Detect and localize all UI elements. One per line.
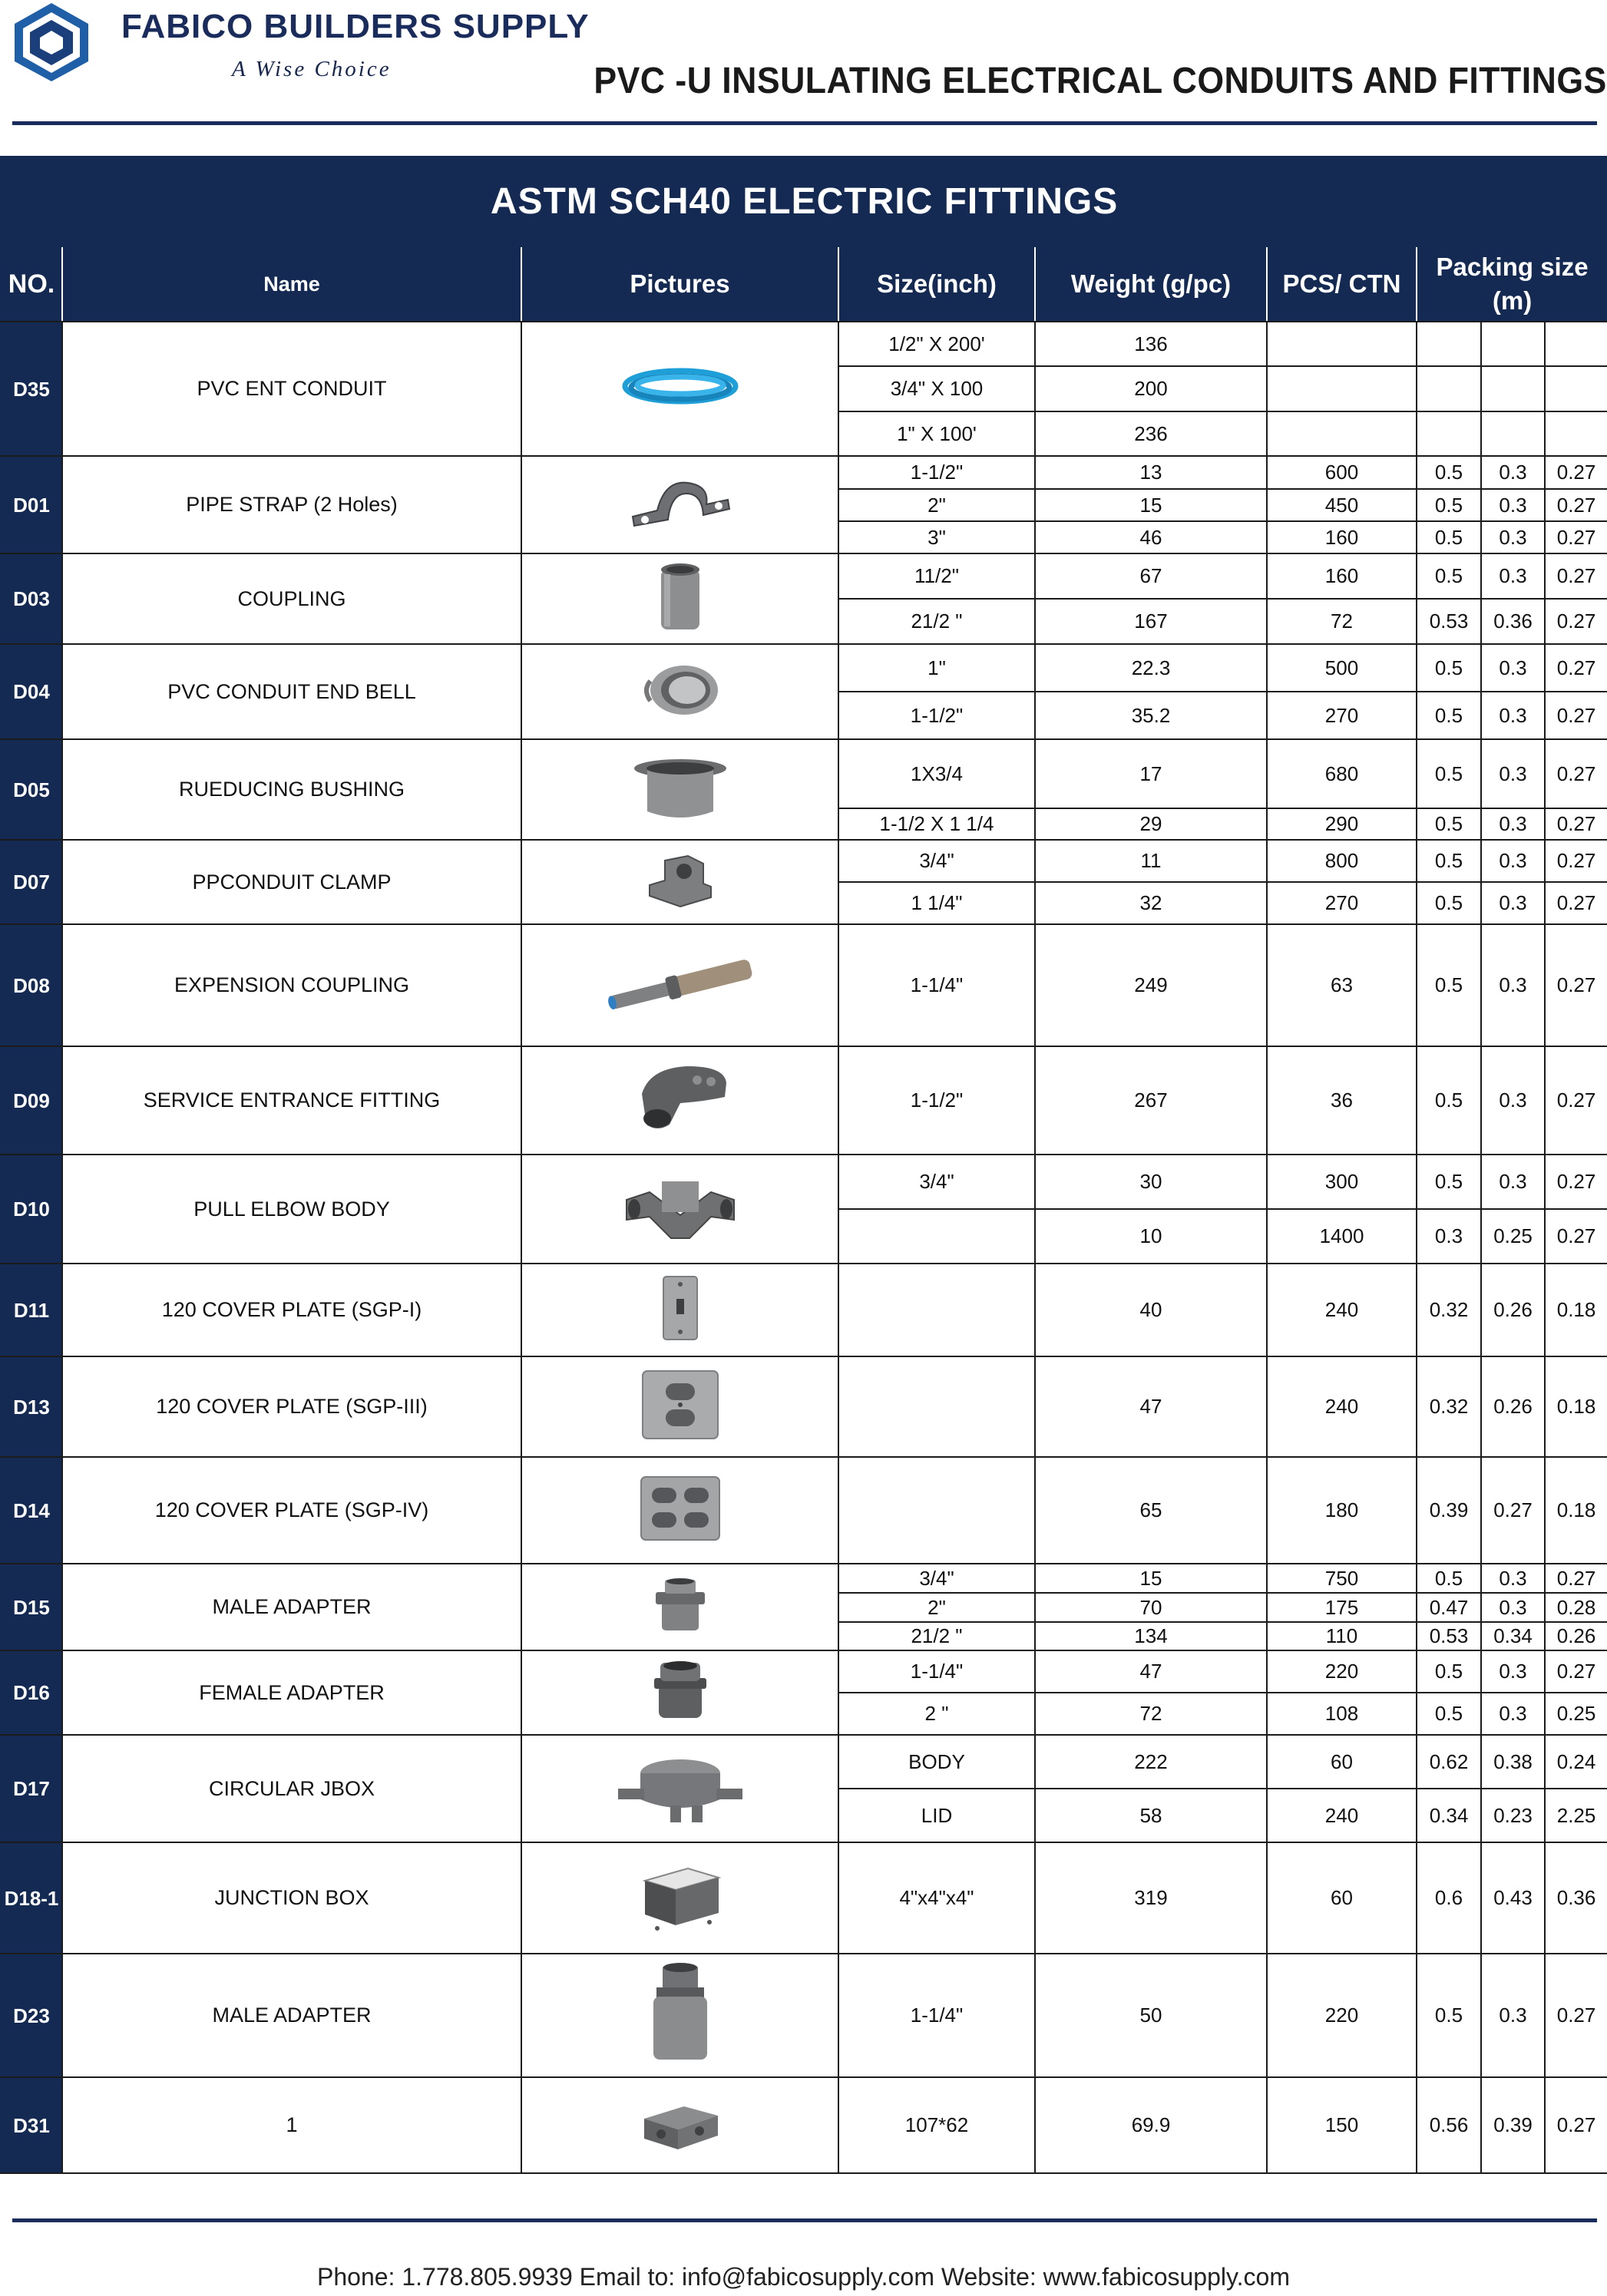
cell-pack-h: 0.18 bbox=[1545, 1356, 1607, 1457]
expansion-coupling-icon bbox=[603, 953, 757, 1014]
cell-weight: 70 bbox=[1035, 1593, 1267, 1622]
cell-pack-l: 0.5 bbox=[1417, 456, 1481, 489]
cell-pack-w: 0.34 bbox=[1481, 1622, 1545, 1650]
cell-pack-h: 0.18 bbox=[1545, 1264, 1607, 1356]
cell-size: 1 1/4" bbox=[838, 882, 1035, 924]
cell-pack-w: 0.3 bbox=[1481, 644, 1545, 692]
cell-size: 1-1/2 X 1 1/4 bbox=[838, 808, 1035, 840]
product-number: D05 bbox=[1, 739, 62, 840]
table-row bbox=[1, 739, 1607, 808]
cell-pack-h: 0.27 bbox=[1545, 808, 1607, 840]
product-number: D31 bbox=[1, 2077, 62, 2173]
cell-pcs: 450 bbox=[1267, 489, 1417, 521]
table-row bbox=[1, 456, 1607, 489]
product-number: D07 bbox=[1, 840, 62, 924]
cell-pack-w: 0.3 bbox=[1481, 924, 1545, 1046]
cell-size: 1-1/2" bbox=[838, 692, 1035, 739]
product-picture bbox=[521, 2077, 838, 2173]
footer-divider bbox=[12, 2218, 1597, 2222]
cell-pack-h: 0.27 bbox=[1545, 840, 1607, 882]
product-picture bbox=[521, 1457, 838, 1564]
cell-pack-l bbox=[1417, 366, 1481, 411]
cell-pcs: 220 bbox=[1267, 1650, 1417, 1693]
cell-size: 107*62 bbox=[838, 2077, 1035, 2173]
product-number: D14 bbox=[1, 1457, 62, 1564]
cell-pcs bbox=[1267, 322, 1417, 366]
table-row bbox=[1, 1954, 1607, 2077]
product-name: CIRCULAR JBOX bbox=[62, 1735, 521, 1842]
cell-pack-w: 0.26 bbox=[1481, 1264, 1545, 1356]
cell-pack-l: 0.5 bbox=[1417, 1155, 1481, 1209]
cell-pack-w: 0.3 bbox=[1481, 739, 1545, 808]
cell-weight: 136 bbox=[1035, 322, 1267, 366]
cell-pack-l: 0.5 bbox=[1417, 1693, 1481, 1735]
product-number: D17 bbox=[1, 1735, 62, 1842]
cell-weight: 11 bbox=[1035, 840, 1267, 882]
circular-jbox-icon bbox=[615, 1749, 746, 1825]
header-name: Name bbox=[62, 246, 521, 322]
product-picture bbox=[521, 456, 838, 553]
cell-pack-h: 0.27 bbox=[1545, 924, 1607, 1046]
cell-pack-l: 0.53 bbox=[1417, 1622, 1481, 1650]
cell-size: 2 " bbox=[838, 1693, 1035, 1735]
product-name: 120 COVER PLATE (SGP-I) bbox=[62, 1264, 521, 1356]
cell-pcs: 270 bbox=[1267, 692, 1417, 739]
cell-weight: 58 bbox=[1035, 1789, 1267, 1842]
cell-size: 2" bbox=[838, 1593, 1035, 1622]
cell-pack-h bbox=[1545, 411, 1607, 456]
cell-pcs bbox=[1267, 366, 1417, 411]
cell-pack-w: 0.3 bbox=[1481, 1046, 1545, 1155]
product-number: D16 bbox=[1, 1650, 62, 1735]
cell-weight: 32 bbox=[1035, 882, 1267, 924]
cell-pack-h: 0.27 bbox=[1545, 1209, 1607, 1264]
device-box-icon bbox=[638, 2093, 722, 2154]
cell-pcs: 60 bbox=[1267, 1842, 1417, 1954]
cell-weight: 319 bbox=[1035, 1842, 1267, 1954]
cell-size: 3/4" bbox=[838, 840, 1035, 882]
cell-size bbox=[838, 1264, 1035, 1356]
cell-pcs: 63 bbox=[1267, 924, 1417, 1046]
product-picture bbox=[521, 1842, 838, 1954]
table-row bbox=[1, 1457, 1607, 1564]
cell-pack-w: 0.36 bbox=[1481, 599, 1545, 644]
cell-pcs: 160 bbox=[1267, 553, 1417, 599]
cell-weight: 13 bbox=[1035, 456, 1267, 489]
cell-pack-l: 0.5 bbox=[1417, 1564, 1481, 1593]
pipe-strap-icon bbox=[627, 472, 734, 534]
product-number: D09 bbox=[1, 1046, 62, 1155]
cell-weight: 236 bbox=[1035, 411, 1267, 456]
product-number: D23 bbox=[1, 1954, 62, 2077]
cell-pcs: 680 bbox=[1267, 739, 1417, 808]
cell-size: 3" bbox=[838, 521, 1035, 553]
cell-pack-h: 0.27 bbox=[1545, 739, 1607, 808]
cell-size: 1-1/4" bbox=[838, 1954, 1035, 2077]
cell-pcs: 240 bbox=[1267, 1356, 1417, 1457]
service-entrance-icon bbox=[627, 1060, 734, 1137]
junction-box-icon bbox=[634, 1858, 726, 1934]
table-banner: ASTM SCH40 ELECTRIC FITTINGS bbox=[1, 157, 1607, 246]
product-picture bbox=[521, 553, 838, 644]
cell-pack-w: 0.3 bbox=[1481, 1650, 1545, 1693]
cell-size bbox=[838, 1356, 1035, 1457]
product-number: D18-1 bbox=[1, 1842, 62, 1954]
cell-pcs: 600 bbox=[1267, 456, 1417, 489]
cell-pack-w bbox=[1481, 366, 1545, 411]
product-number: D13 bbox=[1, 1356, 62, 1457]
product-name: MALE ADAPTER bbox=[62, 1954, 521, 2077]
cell-pack-l bbox=[1417, 322, 1481, 366]
product-picture bbox=[521, 1650, 838, 1735]
cell-pack-l bbox=[1417, 411, 1481, 456]
product-name: PULL ELBOW BODY bbox=[62, 1155, 521, 1264]
cell-pack-h bbox=[1545, 322, 1607, 366]
cell-pack-l: 0.39 bbox=[1417, 1457, 1481, 1564]
cell-pack-h: 0.27 bbox=[1545, 692, 1607, 739]
cell-weight: 200 bbox=[1035, 366, 1267, 411]
cell-pcs bbox=[1267, 411, 1417, 456]
cell-weight: 65 bbox=[1035, 1457, 1267, 1564]
table-row bbox=[1, 840, 1607, 882]
table-row bbox=[1, 2077, 1607, 2173]
cell-pack-l: 0.56 bbox=[1417, 2077, 1481, 2173]
cell-pcs: 220 bbox=[1267, 1954, 1417, 2077]
cell-pcs: 800 bbox=[1267, 840, 1417, 882]
cell-pcs: 150 bbox=[1267, 2077, 1417, 2173]
cell-pack-l: 0.34 bbox=[1417, 1789, 1481, 1842]
cell-pack-h: 0.27 bbox=[1545, 599, 1607, 644]
cell-pack-h: 0.18 bbox=[1545, 1457, 1607, 1564]
cell-pack-h: 0.27 bbox=[1545, 456, 1607, 489]
cell-size: 1-1/4" bbox=[838, 924, 1035, 1046]
cell-size: 1-1/4" bbox=[838, 1650, 1035, 1693]
cell-pack-l: 0.5 bbox=[1417, 808, 1481, 840]
header-divider bbox=[12, 121, 1597, 125]
header-pictures: Pictures bbox=[521, 246, 838, 322]
header-pcs: PCS/ CTN bbox=[1267, 246, 1417, 322]
cell-pack-h: 0.27 bbox=[1545, 1155, 1607, 1209]
cell-size: 1X3/4 bbox=[838, 739, 1035, 808]
cell-pack-h: 0.26 bbox=[1545, 1622, 1607, 1650]
cell-size: 3/4" X 100 bbox=[838, 366, 1035, 411]
product-picture bbox=[521, 1356, 838, 1457]
female-adapter-icon bbox=[650, 1658, 711, 1723]
cell-pcs: 270 bbox=[1267, 882, 1417, 924]
cell-pack-l: 0.5 bbox=[1417, 1650, 1481, 1693]
cell-pcs: 240 bbox=[1267, 1789, 1417, 1842]
cell-pack-w: 0.3 bbox=[1481, 521, 1545, 553]
cell-pack-l: 0.5 bbox=[1417, 882, 1481, 924]
product-table bbox=[0, 156, 1607, 2174]
coupling-icon bbox=[653, 559, 707, 636]
cell-pcs: 110 bbox=[1267, 1622, 1417, 1650]
cell-size: 4"x4"x4" bbox=[838, 1842, 1035, 1954]
cell-size: 3/4" bbox=[838, 1155, 1035, 1209]
cell-pack-l: 0.47 bbox=[1417, 1593, 1481, 1622]
product-picture bbox=[521, 1954, 838, 2077]
cell-pack-h bbox=[1545, 366, 1607, 411]
company-logo-icon bbox=[9, 2, 94, 83]
cell-pcs: 108 bbox=[1267, 1693, 1417, 1735]
product-name: PPCONDUIT CLAMP bbox=[62, 840, 521, 924]
cell-weight: 47 bbox=[1035, 1650, 1267, 1693]
cell-pack-l: 0.62 bbox=[1417, 1735, 1481, 1789]
cell-pack-w: 0.3 bbox=[1481, 553, 1545, 599]
product-number: D10 bbox=[1, 1155, 62, 1264]
cell-pack-l: 0.32 bbox=[1417, 1264, 1481, 1356]
male-adapter-icon bbox=[650, 1577, 711, 1634]
product-picture bbox=[521, 739, 838, 840]
product-picture bbox=[521, 1264, 838, 1356]
cell-pack-w: 0.26 bbox=[1481, 1356, 1545, 1457]
cell-pack-w: 0.3 bbox=[1481, 456, 1545, 489]
cell-pack-w: 0.3 bbox=[1481, 1954, 1545, 2077]
product-name: 1 bbox=[62, 2077, 521, 2173]
cell-pcs: 72 bbox=[1267, 599, 1417, 644]
cell-pack-w: 0.3 bbox=[1481, 692, 1545, 739]
cell-size: 1" bbox=[838, 644, 1035, 692]
cell-pcs: 290 bbox=[1267, 808, 1417, 840]
cell-pcs: 240 bbox=[1267, 1264, 1417, 1356]
product-number: D08 bbox=[1, 924, 62, 1046]
table-row bbox=[1, 322, 1607, 366]
product-name: JUNCTION BOX bbox=[62, 1842, 521, 1954]
cell-pack-l: 0.5 bbox=[1417, 692, 1481, 739]
cell-size: 3/4" bbox=[838, 1564, 1035, 1593]
table-row bbox=[1, 644, 1607, 692]
cell-weight: 67 bbox=[1035, 553, 1267, 599]
table-row bbox=[1, 1735, 1607, 1789]
reducing-bushing-icon bbox=[630, 753, 730, 822]
product-name: PVC ENT CONDUIT bbox=[62, 322, 521, 456]
product-picture bbox=[521, 1735, 838, 1842]
cell-pcs: 1400 bbox=[1267, 1209, 1417, 1264]
cell-weight: 267 bbox=[1035, 1046, 1267, 1155]
table-row bbox=[1, 553, 1607, 599]
cell-pack-h: 0.27 bbox=[1545, 644, 1607, 692]
table-row bbox=[1, 1650, 1607, 1693]
cell-pack-w: 0.43 bbox=[1481, 1842, 1545, 1954]
cell-pcs: 60 bbox=[1267, 1735, 1417, 1789]
cell-weight: 40 bbox=[1035, 1264, 1267, 1356]
table-row bbox=[1, 1564, 1607, 1593]
product-picture bbox=[521, 644, 838, 739]
cell-pack-w bbox=[1481, 411, 1545, 456]
cell-pack-l: 0.5 bbox=[1417, 553, 1481, 599]
cell-pack-w: 0.3 bbox=[1481, 808, 1545, 840]
cell-pcs: 300 bbox=[1267, 1155, 1417, 1209]
cell-pack-w: 0.39 bbox=[1481, 2077, 1545, 2173]
product-name: PVC CONDUIT END BELL bbox=[62, 644, 521, 739]
cell-pack-w: 0.23 bbox=[1481, 1789, 1545, 1842]
header-no: NO. bbox=[1, 246, 62, 322]
table-row bbox=[1, 1155, 1607, 1209]
cell-pack-l: 0.5 bbox=[1417, 739, 1481, 808]
footer-contact: Phone: 1.778.805.9939 Email to: info@fabicosupply.com Website: www.fabicosupply.com bbox=[317, 2263, 1290, 2291]
cell-weight: 167 bbox=[1035, 599, 1267, 644]
product-picture bbox=[521, 924, 838, 1046]
cell-size: 1/2" X 200' bbox=[838, 322, 1035, 366]
product-picture bbox=[521, 322, 838, 456]
product-number: D04 bbox=[1, 644, 62, 739]
double-duplex-plate-icon bbox=[638, 1474, 722, 1543]
cell-pack-w: 0.27 bbox=[1481, 1457, 1545, 1564]
document-title: PVC -U INSULATING ELECTRICAL CONDUITS AND FITTINGS bbox=[594, 61, 1607, 101]
cell-weight: 29 bbox=[1035, 808, 1267, 840]
product-name: EXPENSION COUPLING bbox=[62, 924, 521, 1046]
product-name: FEMALE ADAPTER bbox=[62, 1650, 521, 1735]
cell-pack-w: 0.38 bbox=[1481, 1735, 1545, 1789]
brand-tagline: A Wise Choice bbox=[232, 57, 392, 81]
product-number: D11 bbox=[1, 1264, 62, 1356]
cell-size: LID bbox=[838, 1789, 1035, 1842]
cell-pack-h: 0.27 bbox=[1545, 2077, 1607, 2173]
table-row bbox=[1, 924, 1607, 1046]
cell-pack-l: 0.5 bbox=[1417, 521, 1481, 553]
cell-pcs: 500 bbox=[1267, 644, 1417, 692]
cell-pack-l: 0.3 bbox=[1417, 1209, 1481, 1264]
cell-pack-w: 0.3 bbox=[1481, 1593, 1545, 1622]
product-number: D03 bbox=[1, 553, 62, 644]
cell-weight: 30 bbox=[1035, 1155, 1267, 1209]
cell-pack-l: 0.5 bbox=[1417, 924, 1481, 1046]
cell-pack-l: 0.5 bbox=[1417, 489, 1481, 521]
cell-pack-h: 0.27 bbox=[1545, 1954, 1607, 2077]
product-name: RUEDUCING BUSHING bbox=[62, 739, 521, 840]
cell-weight: 222 bbox=[1035, 1735, 1267, 1789]
cell-pack-l: 0.6 bbox=[1417, 1842, 1481, 1954]
cell-pack-w: 0.3 bbox=[1481, 882, 1545, 924]
product-name: COUPLING bbox=[62, 553, 521, 644]
table-row bbox=[1, 1356, 1607, 1457]
cell-weight: 35.2 bbox=[1035, 692, 1267, 739]
product-table-container bbox=[0, 156, 1607, 2168]
table-row bbox=[1, 1842, 1607, 1954]
cell-pack-h: 2.25 bbox=[1545, 1789, 1607, 1842]
cell-pack-w: 0.3 bbox=[1481, 840, 1545, 882]
product-picture bbox=[521, 1046, 838, 1155]
cell-pcs: 36 bbox=[1267, 1046, 1417, 1155]
cell-weight: 22.3 bbox=[1035, 644, 1267, 692]
male-adapter-tall-icon bbox=[646, 1960, 715, 2067]
cell-pack-h: 0.36 bbox=[1545, 1842, 1607, 1954]
cell-pack-l: 0.5 bbox=[1417, 1954, 1481, 2077]
cell-size: 11/2" bbox=[838, 553, 1035, 599]
switch-plate-icon bbox=[657, 1274, 703, 1343]
cell-size: 21/2 " bbox=[838, 599, 1035, 644]
coiled-conduit-icon bbox=[619, 360, 742, 414]
duplex-plate-icon bbox=[638, 1366, 722, 1443]
cell-weight: 69.9 bbox=[1035, 2077, 1267, 2173]
cell-pcs: 160 bbox=[1267, 521, 1417, 553]
product-picture bbox=[521, 840, 838, 924]
cell-weight: 15 bbox=[1035, 489, 1267, 521]
product-name: PIPE STRAP (2 Holes) bbox=[62, 456, 521, 553]
product-name: SERVICE ENTRANCE FITTING bbox=[62, 1046, 521, 1155]
cell-pack-h: 0.27 bbox=[1545, 521, 1607, 553]
product-name: 120 COVER PLATE (SGP-IV) bbox=[62, 1457, 521, 1564]
header-size: Size(inch) bbox=[838, 246, 1035, 322]
cell-pack-h: 0.27 bbox=[1545, 1650, 1607, 1693]
cell-weight: 47 bbox=[1035, 1356, 1267, 1457]
cell-pcs: 180 bbox=[1267, 1457, 1417, 1564]
cell-size: 1-1/2" bbox=[838, 456, 1035, 489]
cell-pack-l: 0.32 bbox=[1417, 1356, 1481, 1457]
cell-size bbox=[838, 1209, 1035, 1264]
cell-weight: 249 bbox=[1035, 924, 1267, 1046]
cell-weight: 17 bbox=[1035, 739, 1267, 808]
cell-size: BODY bbox=[838, 1735, 1035, 1789]
cell-pcs: 750 bbox=[1267, 1564, 1417, 1593]
cell-pack-w: 0.3 bbox=[1481, 1155, 1545, 1209]
table-row bbox=[1, 1264, 1607, 1356]
cell-pack-h: 0.27 bbox=[1545, 553, 1607, 599]
cell-pack-h: 0.27 bbox=[1545, 489, 1607, 521]
cell-pack-l: 0.5 bbox=[1417, 840, 1481, 882]
cell-pack-h: 0.24 bbox=[1545, 1735, 1607, 1789]
cell-weight: 50 bbox=[1035, 1954, 1267, 2077]
conduit-clamp-icon bbox=[642, 850, 719, 911]
cell-pack-w: 0.3 bbox=[1481, 1564, 1545, 1593]
end-bell-icon bbox=[638, 659, 722, 721]
header-weight: Weight (g/pc) bbox=[1035, 246, 1267, 322]
cell-size bbox=[838, 1457, 1035, 1564]
cell-size: 1" X 100' bbox=[838, 411, 1035, 456]
cell-pack-w: 0.3 bbox=[1481, 1693, 1545, 1735]
product-picture bbox=[521, 1155, 838, 1264]
cell-pcs: 175 bbox=[1267, 1593, 1417, 1622]
cell-weight: 134 bbox=[1035, 1622, 1267, 1650]
cell-size: 21/2 " bbox=[838, 1622, 1035, 1650]
product-picture bbox=[521, 1564, 838, 1650]
cell-pack-w bbox=[1481, 322, 1545, 366]
cell-pack-l: 0.5 bbox=[1417, 644, 1481, 692]
cell-size: 2" bbox=[838, 489, 1035, 521]
product-number: D01 bbox=[1, 456, 62, 553]
product-number: D15 bbox=[1, 1564, 62, 1650]
cell-weight: 15 bbox=[1035, 1564, 1267, 1593]
cell-pack-w: 0.25 bbox=[1481, 1209, 1545, 1264]
product-name: 120 COVER PLATE (SGP-III) bbox=[62, 1356, 521, 1457]
product-name: MALE ADAPTER bbox=[62, 1564, 521, 1650]
table-body bbox=[1, 322, 1607, 2173]
brand-name: FABICO BUILDERS SUPPLY bbox=[121, 8, 590, 45]
cell-pack-l: 0.5 bbox=[1417, 1046, 1481, 1155]
cell-pack-h: 0.28 bbox=[1545, 1593, 1607, 1622]
cell-weight: 72 bbox=[1035, 1693, 1267, 1735]
cell-weight: 10 bbox=[1035, 1209, 1267, 1264]
cell-pack-h: 0.27 bbox=[1545, 882, 1607, 924]
cell-pack-h: 0.27 bbox=[1545, 1046, 1607, 1155]
cell-pack-w: 0.3 bbox=[1481, 489, 1545, 521]
cell-weight: 46 bbox=[1035, 521, 1267, 553]
product-number: D35 bbox=[1, 322, 62, 456]
pull-elbow-icon bbox=[619, 1169, 742, 1246]
cell-pack-h: 0.25 bbox=[1545, 1693, 1607, 1735]
cell-pack-l: 0.53 bbox=[1417, 599, 1481, 644]
cell-size: 1-1/2" bbox=[838, 1046, 1035, 1155]
table-row bbox=[1, 1046, 1607, 1155]
cell-pack-h: 0.27 bbox=[1545, 1564, 1607, 1593]
header-packing-size: Packing size (m) bbox=[1417, 246, 1607, 322]
